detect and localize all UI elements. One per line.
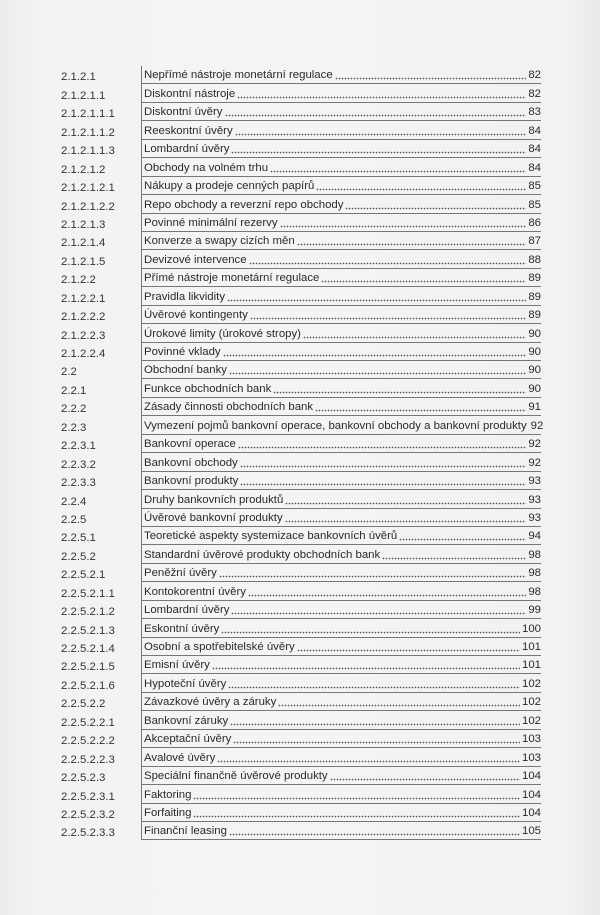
toc-dot-leader	[249, 257, 527, 265]
toc-page-number: 92	[528, 456, 541, 469]
toc-entry	[61, 287, 541, 305]
toc-title-cell	[141, 361, 541, 379]
toc-page-number: 94	[528, 530, 541, 543]
toc-page-number: 83	[528, 106, 541, 119]
toc-section-number: 2.1.2.1.2	[61, 163, 106, 176]
toc-title-cell	[141, 472, 541, 490]
toc-dot-leader	[230, 718, 520, 726]
toc-entry	[61, 84, 541, 102]
toc-title-cell	[141, 158, 541, 176]
toc-page-number: 92	[528, 438, 541, 451]
toc-page-number: 85	[528, 198, 541, 211]
toc-section-title: Kontokorentní úvěry	[144, 585, 246, 598]
toc-title-cell	[141, 195, 541, 213]
toc-section-number: 2.2.5.2.1.3	[61, 624, 115, 637]
toc-dot-leader	[193, 810, 520, 818]
toc-title-cell	[141, 822, 541, 840]
toc-dot-leader	[227, 294, 526, 302]
toc-entry	[61, 693, 541, 711]
table-of-contents	[61, 66, 544, 840]
toc-page-number: 93	[528, 493, 541, 506]
toc-entry	[61, 66, 541, 84]
toc-page-number: 82	[528, 69, 541, 82]
toc-page-number: 102	[521, 714, 541, 727]
toc-title-cell	[141, 490, 541, 508]
toc-entry	[61, 785, 541, 803]
toc-entry	[61, 767, 541, 785]
toc-title-cell	[141, 232, 541, 250]
toc-dot-leader	[280, 220, 527, 228]
toc-section-number: 2.2.5.2.3.2	[61, 808, 115, 821]
toc-entry	[61, 103, 541, 121]
toc-page-number: 102	[521, 696, 541, 709]
toc-entry	[61, 324, 541, 342]
toc-section-title: Diskontní nástroje	[144, 87, 236, 100]
toc-dot-leader	[285, 497, 526, 505]
toc-page-number: 101	[521, 659, 541, 672]
toc-page-number: 89	[528, 309, 541, 322]
toc-dot-leader	[316, 183, 526, 191]
toc-dot-leader	[273, 386, 526, 394]
toc-title-cell	[141, 435, 541, 453]
toc-section-title: Nepřímé nástroje monetární regulace	[144, 69, 333, 82]
toc-section-title: Akceptační úvěry	[144, 733, 232, 746]
toc-section-title: Forfaiting	[144, 806, 192, 819]
toc-section-number: 2.2	[61, 366, 77, 379]
toc-title-cell	[141, 767, 541, 785]
toc-page-number: 98	[528, 567, 541, 580]
toc-dot-leader	[238, 441, 527, 449]
toc-section-number: 2.1.2.2	[61, 274, 96, 287]
toc-entry	[61, 711, 541, 729]
toc-entry	[61, 232, 541, 250]
toc-title-cell	[141, 582, 541, 600]
toc-page-number: 90	[528, 327, 541, 340]
toc-section-number: 2.2.2	[61, 403, 87, 416]
toc-section-number: 2.1.2.1.1.2	[61, 126, 115, 139]
toc-section-title: Přímé nástroje monetární regulace	[144, 272, 320, 285]
toc-page-number: 84	[528, 161, 541, 174]
toc-page-number: 90	[528, 364, 541, 377]
toc-entry	[61, 453, 541, 471]
toc-section-title: Bankovní produkty	[144, 475, 239, 488]
toc-entry	[61, 527, 541, 545]
toc-section-number: 2.2.3.3	[61, 477, 96, 490]
toc-section-title: Diskontní úvěry	[144, 106, 223, 119]
toc-section-number: 2.2.5	[61, 513, 87, 526]
toc-entry	[61, 140, 541, 158]
toc-dot-leader	[223, 349, 527, 357]
toc-dot-leader	[297, 238, 527, 246]
toc-title-cell	[141, 379, 541, 397]
toc-entry	[61, 379, 541, 397]
toc-section-number: 2.2.5.2.1.6	[61, 679, 115, 692]
toc-section-number: 2.1.2.1.1.3	[61, 145, 115, 158]
toc-title-cell	[141, 785, 541, 803]
toc-dot-leader	[303, 331, 526, 339]
toc-section-title: Bankovní operace	[144, 438, 236, 451]
toc-section-title: Povinné vklady	[144, 346, 221, 358]
toc-section-number: 2.2.3.1	[61, 440, 96, 453]
toc-page-number: 85	[528, 180, 541, 193]
toc-title-cell	[141, 656, 541, 674]
toc-entry	[61, 435, 541, 453]
toc-section-number: 2.2.5.2.1.4	[61, 643, 115, 655]
toc-section-number: 2.2.5.2.3.1	[61, 790, 115, 803]
toc-section-number: 2.1.2.2.3	[61, 329, 106, 342]
toc-page-number: 89	[528, 272, 541, 285]
toc-entry	[61, 398, 541, 416]
toc-entry	[61, 269, 541, 287]
toc-dot-leader	[315, 404, 526, 412]
toc-title-cell	[141, 250, 541, 268]
toc-entry	[61, 545, 541, 563]
toc-section-title: Druhy bankovních produktů	[144, 493, 284, 506]
toc-section-number: 2.1.2.1.1	[61, 89, 106, 102]
toc-section-title: Závazkové úvěry a záruky	[144, 696, 277, 709]
toc-title-cell	[141, 84, 541, 102]
toc-entry	[61, 748, 541, 766]
toc-entry	[61, 195, 541, 213]
toc-entry	[61, 214, 541, 232]
toc-section-title: Lombardní úvěry	[144, 604, 230, 617]
toc-dot-leader	[219, 570, 527, 578]
toc-dot-leader	[237, 91, 526, 99]
toc-section-title: Faktoring	[144, 788, 192, 801]
toc-section-number: 2.1.2.1.2.2	[61, 200, 115, 213]
toc-page-number: 88	[528, 253, 541, 266]
toc-entry	[61, 121, 541, 139]
toc-page-number: 103	[521, 733, 541, 746]
toc-section-title: Hypoteční úvěry	[144, 677, 227, 690]
toc-section-title: Reeskontní úvěry	[144, 124, 233, 137]
toc-section-number: 2.1.2.1.1.1	[61, 108, 115, 121]
toc-page-number: 98	[528, 548, 541, 561]
toc-title-cell	[141, 398, 541, 416]
toc-title-cell	[141, 453, 541, 471]
toc-page-number: 91	[528, 401, 541, 414]
toc-page-number: 89	[528, 290, 541, 303]
toc-dot-leader	[235, 128, 527, 136]
toc-title-cell	[141, 527, 541, 545]
toc-section-number: 2.2.5.2.2	[61, 698, 106, 711]
toc-title-cell	[141, 416, 544, 434]
toc-section-number: 2.1.2.2.4	[61, 348, 106, 360]
toc-entry	[61, 158, 541, 176]
toc-title-cell	[141, 343, 541, 361]
toc-page-number: 93	[528, 475, 541, 488]
toc-entry	[61, 804, 541, 822]
toc-dot-leader	[217, 755, 520, 763]
toc-section-title: Funkce obchodních bank	[144, 382, 272, 395]
toc-title-cell	[141, 601, 541, 619]
toc-dot-leader	[250, 312, 526, 320]
toc-section-title: Konverze a swapy cizích měn	[144, 235, 295, 248]
toc-title-cell	[141, 121, 541, 139]
toc-dot-leader	[231, 146, 526, 154]
toc-title-cell	[141, 214, 541, 232]
toc-entry	[61, 619, 541, 637]
toc-title-cell	[141, 638, 541, 656]
toc-entry	[61, 674, 541, 692]
toc-page-number: 103	[521, 751, 541, 764]
toc-entry	[61, 656, 541, 674]
toc-dot-leader	[231, 607, 526, 615]
toc-dot-leader	[233, 736, 520, 744]
toc-section-number: 2.2.5.2.3	[61, 772, 106, 785]
toc-page-number: 98	[528, 585, 541, 598]
toc-entry	[61, 490, 541, 508]
toc-page-number: 102	[521, 677, 541, 690]
toc-section-title: Úrokové limity (úrokové stropy)	[144, 327, 301, 340]
toc-section-title: Obchodní banky	[144, 364, 227, 377]
toc-title-cell	[141, 103, 541, 121]
toc-page-number: 84	[528, 124, 541, 137]
toc-dot-leader	[240, 478, 526, 486]
toc-dot-leader	[335, 72, 527, 80]
toc-entry	[61, 361, 541, 379]
toc-dot-leader	[270, 165, 526, 173]
toc-dot-leader	[330, 773, 520, 781]
toc-page-number: 90	[528, 382, 541, 395]
toc-section-title: Teoretické aspekty systemizace bankovních úvěrů	[144, 530, 398, 543]
toc-dot-leader	[228, 681, 520, 689]
toc-section-title: Devizové intervence	[144, 253, 247, 266]
toc-page-number: 104	[521, 770, 541, 783]
toc-dot-leader	[382, 552, 526, 560]
toc-entry	[61, 730, 541, 748]
toc-section-title: Pravidla likvidity	[144, 290, 226, 303]
toc-dot-leader	[229, 367, 526, 375]
toc-section-number: 2.1.2.2.2	[61, 311, 106, 324]
toc-section-number: 2.2.3.2	[61, 458, 96, 471]
toc-section-number: 2.2.5.2.1.2	[61, 606, 115, 619]
toc-page-number: 92	[530, 419, 544, 432]
toc-dot-leader	[229, 828, 520, 836]
toc-title-cell	[141, 804, 541, 822]
toc-page-number: 100	[521, 622, 541, 635]
toc-section-number: 2.2.5.2.1.1	[61, 587, 115, 600]
toc-section-title: Vymezení pojmů bankovní operace, bankovní obchody a bankovní produkty	[144, 419, 527, 432]
toc-section-title: Eskontní úvěry	[144, 622, 220, 635]
toc-entry	[61, 582, 541, 600]
toc-entry	[61, 638, 541, 656]
toc-section-title: Bankovní obchody	[144, 456, 238, 469]
toc-title-cell	[141, 269, 541, 287]
toc-page-number: 87	[528, 235, 541, 248]
toc-section-number: 2.2.5.2.2.1	[61, 716, 115, 729]
toc-section-title: Finanční leasing	[144, 825, 227, 838]
toc-title-cell	[141, 66, 541, 84]
toc-section-number: 2.2.5.2.2.3	[61, 753, 115, 766]
toc-title-cell	[141, 564, 541, 582]
toc-section-title: Peněžní úvěry	[144, 567, 217, 580]
toc-page-number: 104	[521, 788, 541, 801]
toc-title-cell	[141, 324, 541, 342]
toc-section-title: Lombardní úvěry	[144, 143, 230, 156]
toc-title-cell	[141, 674, 541, 692]
toc-section-title: Úvěrové kontingenty	[144, 309, 248, 322]
toc-section-title: Standardní úvěrové produkty obchodních bank	[144, 548, 381, 561]
toc-entry	[61, 250, 541, 268]
toc-dot-leader	[248, 589, 526, 597]
toc-section-title: Nákupy a prodeje cenných papírů	[144, 180, 315, 193]
toc-entry	[61, 306, 541, 324]
toc-dot-leader	[221, 626, 520, 634]
toc-section-number: 2.1.2.1	[61, 71, 96, 84]
toc-section-number: 2.1.2.1.5	[61, 255, 106, 268]
toc-page-number: 101	[521, 641, 541, 653]
toc-dot-leader	[345, 202, 526, 210]
toc-section-number: 2.1.2.1.4	[61, 237, 106, 250]
toc-dot-leader	[240, 460, 527, 468]
toc-title-cell	[141, 545, 541, 563]
toc-section-number: 2.2.5.2.1	[61, 569, 106, 582]
toc-entry	[61, 177, 541, 195]
toc-section-title: Obchody na volném trhu	[144, 161, 269, 174]
toc-section-title: Avalové úvěry	[144, 751, 216, 764]
toc-section-number: 2.2.5.2.3.3	[61, 827, 115, 840]
toc-title-cell	[141, 711, 541, 729]
toc-section-number: 2.2.3	[61, 421, 87, 434]
toc-page-number: 86	[528, 216, 541, 229]
toc-entry	[61, 822, 541, 840]
toc-title-cell	[141, 509, 541, 527]
toc-title-cell	[141, 693, 541, 711]
toc-dot-leader	[321, 275, 526, 283]
toc-section-title: Úvěrové bankovní produkty	[144, 511, 283, 524]
toc-section-number: 2.2.1	[61, 384, 87, 397]
toc-title-cell	[141, 748, 541, 766]
toc-page-number: 82	[528, 87, 541, 100]
toc-section-title: Speciální finančně úvěrové produkty	[144, 770, 328, 783]
toc-section-number: 2.1.2.1.3	[61, 218, 106, 231]
toc-section-number: 2.1.2.1.2.1	[61, 182, 115, 195]
toc-section-title: Repo obchody a reverzní repo obchody	[144, 198, 344, 211]
toc-section-number: 2.1.2.2.1	[61, 292, 106, 305]
toc-section-number: 2.2.4	[61, 495, 87, 508]
toc-page-number: 99	[528, 604, 541, 617]
toc-section-title: Povinné minimální rezervy	[144, 216, 278, 229]
toc-section-number: 2.2.5.1	[61, 532, 96, 545]
toc-section-title: Zásady činnosti obchodních bank	[144, 401, 314, 414]
toc-page-number: 84	[528, 143, 541, 156]
toc-page-number: 105	[521, 825, 541, 838]
toc-entry	[61, 564, 541, 582]
toc-dot-leader	[285, 515, 527, 523]
toc-dot-leader	[278, 699, 520, 707]
toc-entry	[61, 509, 541, 527]
toc-entry	[61, 472, 541, 490]
toc-section-title: Bankovní záruky	[144, 714, 229, 727]
toc-section-number: 2.2.5.2.1.5	[61, 661, 115, 674]
toc-title-cell	[141, 730, 541, 748]
toc-entry	[61, 601, 541, 619]
toc-dot-leader	[212, 662, 520, 670]
toc-title-cell	[141, 619, 541, 637]
toc-section-number: 2.2.5.2.2.2	[61, 735, 115, 748]
toc-dot-leader	[225, 109, 527, 117]
toc-title-cell	[141, 306, 541, 324]
toc-title-cell	[141, 140, 541, 158]
toc-dot-leader	[193, 792, 520, 800]
toc-dot-leader	[399, 533, 526, 541]
toc-entry	[61, 416, 544, 434]
toc-entry	[61, 343, 541, 361]
toc-section-title: Emisní úvěry	[144, 659, 210, 672]
toc-section-number: 2.2.5.2	[61, 550, 96, 563]
toc-page-number: 104	[521, 806, 541, 819]
toc-section-title: Osobní a spotřebitelské úvěry	[144, 641, 295, 653]
toc-title-cell	[141, 287, 541, 305]
toc-page-number: 90	[528, 346, 541, 358]
toc-page-number: 93	[528, 511, 541, 524]
toc-title-cell	[141, 177, 541, 195]
toc-dot-leader	[297, 644, 520, 652]
